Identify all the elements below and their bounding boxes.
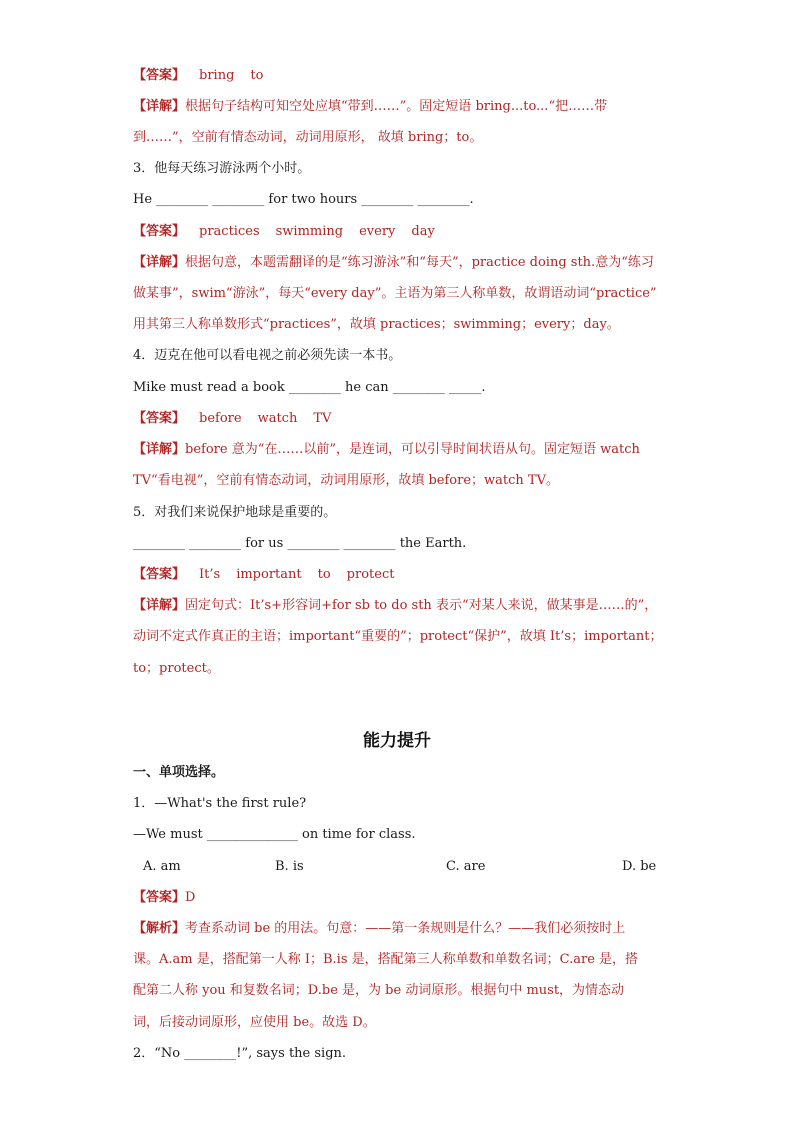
q5-sentence: ________ ________ for us ________ ________ the Earth. [133,536,467,551]
mc1-analysis-line-3: 配第二人称 you 和复数名词；D.be 是，为 be 动词原形。根据句中 must，为情态动 [133,983,625,998]
answer-tag: 【答案】 [133,411,186,426]
q2-detail-line-2: 到……”，空前有情态动词，动词用原形， 故填 bring；to。 [133,130,483,145]
q4-detail-line-1 [133,440,640,460]
q2-answer-line [133,66,279,86]
q2-answer-items [199,68,279,83]
detail-tag: 【详解】 [133,442,186,457]
answer-item: important [236,567,302,582]
detail-text: 根据句子结构可知空处应填“带到……”。固定短语 bring...to...“把……带 [185,99,608,114]
answer-item: watch [257,411,298,426]
mc1-question-line-2: —We must ______________ on time for class. [133,827,416,842]
answer-item: before [199,411,242,426]
detail-tag: 【详解】 [133,255,186,270]
q5-detail-line-2: 动词不定式作真正的主语；important“重要的”；protect“保护”，故填 It’s；important； [133,629,663,644]
answer-item: swimming [275,224,344,239]
q4-detail-line-2: TV“看电视”，空前有情态动词，动词用原形，故填 before；watch TV。 [133,473,559,488]
answer-item: It’s [199,567,221,582]
mc1-question-line-1: 1．—What's the first rule? [133,796,307,811]
answer-item: to [250,68,264,83]
q5-detail-line-1 [133,596,657,616]
detail-tag: 【详解】 [133,598,186,613]
mc1-option-a: A. am [143,859,181,874]
detail-tag: 【详解】 [133,99,186,114]
mc1-analysis-line-2: 课。A.am 是，搭配第一人称 I；B.is 是，搭配第三人称单数和单数名词；C.are 是，搭 [133,952,639,967]
answer-tag: 【答案】 [133,567,186,582]
q4-sentence: Mike must read a book ________ he can ________ _____. [133,380,486,395]
q5-answer-items [199,567,410,582]
mc1-option-d: D. be [622,859,657,874]
answer-item: day [411,224,435,239]
answer-item: D [185,890,196,905]
answer-tag: 【答案】 [133,224,186,239]
mc1-option-b: B. is [275,859,304,874]
detail-text: 固定句式：It’s+形容词+for sb to do sth 表示“对某人来说，做某事是……的”， [185,598,658,613]
answer-item: every [359,224,396,239]
mc1-analysis-line-1 [133,919,625,939]
q4-title: 4．迈克在他可以看电视之前必须先读一本书。 [133,348,402,363]
q2-detail-line-1 [133,97,607,117]
answer-item: practices [199,224,260,239]
analysis-tag: 【解析】 [133,921,186,936]
q3-detail-line-2: 做某事”，swim“游泳”，每天“every day”。主语为第三人称单数，故谓语动词“practice” [133,286,657,301]
answer-item: TV [313,411,332,426]
q3-detail-line-1 [133,253,654,273]
q5-title: 5．对我们来说保护地球是重要的。 [133,505,337,520]
answer-item: to [317,567,331,582]
answer-tag: 【答案】 [133,68,186,83]
q4-answer-line [133,409,347,429]
answer-item: protect [346,567,395,582]
mc1-answer-line [133,888,195,908]
answer-item: bring [199,68,235,83]
q3-answer-line [133,222,451,242]
analysis-text: 考查系动词 be 的用法。句意：——第一条规则是什么？——我们必须按时上 [185,921,626,936]
detail-text: before 意为“在……以前”，是连词，可以引导时间状语从句。固定短语 watch [185,442,640,457]
q3-answer-items [199,224,451,239]
answer-tag: 【答案】 [133,890,186,905]
mc1-analysis-line-4: 词，后接动词原形，应使用 be。故选 D。 [133,1015,376,1030]
detail-text: 根据句意，本题需翻译的是“练习游泳”和“每天”，practice doing sth.意为“练习 [185,255,654,270]
mc1-option-c: C. are [446,859,486,874]
q5-detail-line-3: to；protect。 [133,661,220,676]
q4-answer-items [199,411,347,426]
mc2-question-line-1: 2．“No ________!”, says the sign. [133,1046,347,1061]
section-part-heading: 一、单项选择。 [133,765,225,780]
q3-sentence: He ________ ________ for two hours ________ ________. [133,192,474,207]
q3-detail-line-3: 用其第三人称单数形式“practices”，故填 practices；swimming；every；day。 [133,317,620,332]
section-title: 能力提升 [363,731,431,751]
q3-title: 3．他每天练习游泳两个小时。 [133,161,311,176]
q5-answer-line [133,565,410,585]
